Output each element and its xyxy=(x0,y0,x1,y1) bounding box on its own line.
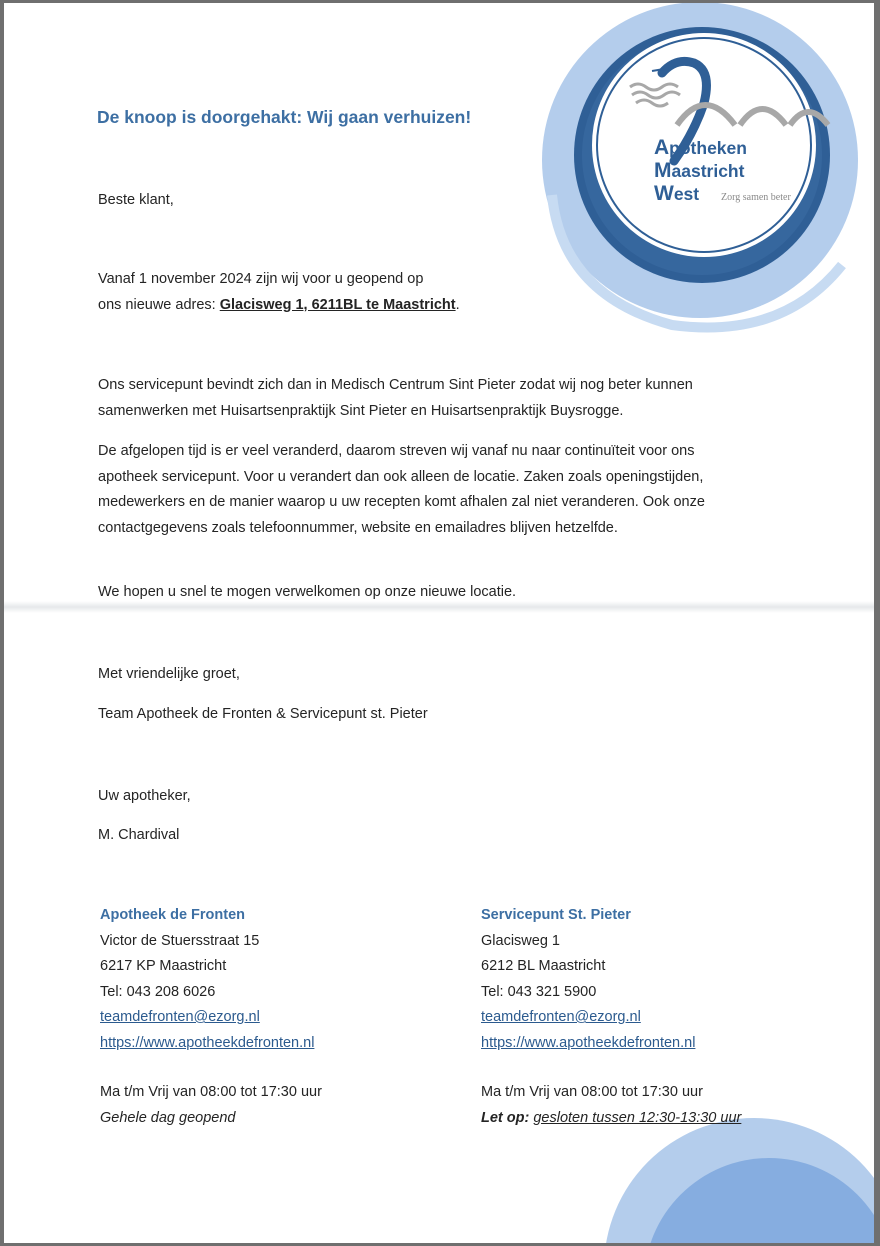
apotheken-maastricht-west-logo xyxy=(522,3,874,340)
contact-hours: Ma t/m Vrij van 08:00 tot 17:30 uur xyxy=(100,1084,322,1100)
contact-email-link[interactable]: teamdefronten@ezorg.nl xyxy=(481,1009,641,1025)
contact-phone: Tel: 043 208 6026 xyxy=(100,983,216,1000)
contact-name: Servicepunt St. Pieter xyxy=(481,907,631,923)
logo-tagline: Zorg samen beter xyxy=(721,192,791,203)
letter-title: De knoop is doorgehakt: Wij gaan verhuizen! xyxy=(97,107,472,127)
signoff: Uw apotheker, xyxy=(98,788,191,804)
contact-website-link[interactable]: https://www.apotheekdefronten.nl xyxy=(100,1034,315,1051)
signature: M. Chardival xyxy=(98,827,180,843)
logo-line-maastricht: Maastricht xyxy=(654,159,745,182)
logo-line-west: West xyxy=(654,182,700,205)
team-name: Team Apotheek de Fronten & Servicepunt st. Pieter xyxy=(98,706,428,722)
contact-servicepunt-st-pieter xyxy=(481,903,741,1131)
contact-apotheek-de-fronten xyxy=(100,903,322,1131)
contact-name: Apotheek de Fronten xyxy=(100,907,246,923)
contact-phone: Tel: 043 321 5900 xyxy=(481,983,597,1000)
contact-email-link[interactable]: teamdefronten@ezorg.nl xyxy=(100,1009,260,1025)
paragraph-continuity: De afgelopen tijd is er veel veranderd, daarom streven wij vanaf nu naar continuïteit voor ons apotheek servicepunt. Voor u verandert dan ook alleen de locatie. Zaken zoals openingstijden, medewerkers en de manier waarop u uw recepten komt afhalen zal niet veranderen. Ook onze contactgegevens zoals telefoonnummer, website en emailadres blijven hetzelfde. xyxy=(98,443,705,536)
salutation: Beste klant, xyxy=(98,192,174,208)
letter-page xyxy=(4,3,874,1243)
note-label: Let op: xyxy=(481,1109,530,1126)
contact-note: Gehele dag geopend xyxy=(100,1109,236,1126)
contact-city: 6217 KP Maastricht xyxy=(100,958,227,974)
contact-hours: Ma t/m Vrij van 08:00 tot 17:30 uur xyxy=(481,1084,703,1100)
contact-website-link[interactable]: https://www.apotheekdefronten.nl xyxy=(481,1034,696,1051)
note-text: gesloten tussen 12:30-13:30 uur xyxy=(533,1109,742,1126)
intro-paragraph xyxy=(98,267,460,318)
paragraph-servicepunt: Ons servicepunt bevindt zich dan in Medisch Centrum Sint Pieter zodat wij nog beter kunnen samenwerken met Huisartsenpraktijk Sint Pieter en Huisartsenpraktijk Buysrogge. xyxy=(98,377,693,419)
contact-note xyxy=(481,1106,741,1132)
intro-line-2: ons nieuwe adres: Glacisweg 1, 6211BL te Maastricht. xyxy=(98,296,460,313)
contact-street: Glacisweg 1 xyxy=(481,932,560,949)
closing-wish: We hopen u snel te mogen verwelkomen op onze nieuwe locatie. xyxy=(98,584,517,600)
new-address: Glacisweg 1, 6211BL te Maastricht xyxy=(219,296,456,313)
greeting: Met vriendelijke groet, xyxy=(98,666,240,682)
contact-street: Victor de Stuersstraat 15 xyxy=(100,932,260,949)
intro-line-1: Vanaf 1 november 2024 zijn wij voor u geopend op xyxy=(98,271,424,287)
contact-city: 6212 BL Maastricht xyxy=(481,958,606,974)
logo-line-apotheken: Apotheken xyxy=(654,136,747,159)
